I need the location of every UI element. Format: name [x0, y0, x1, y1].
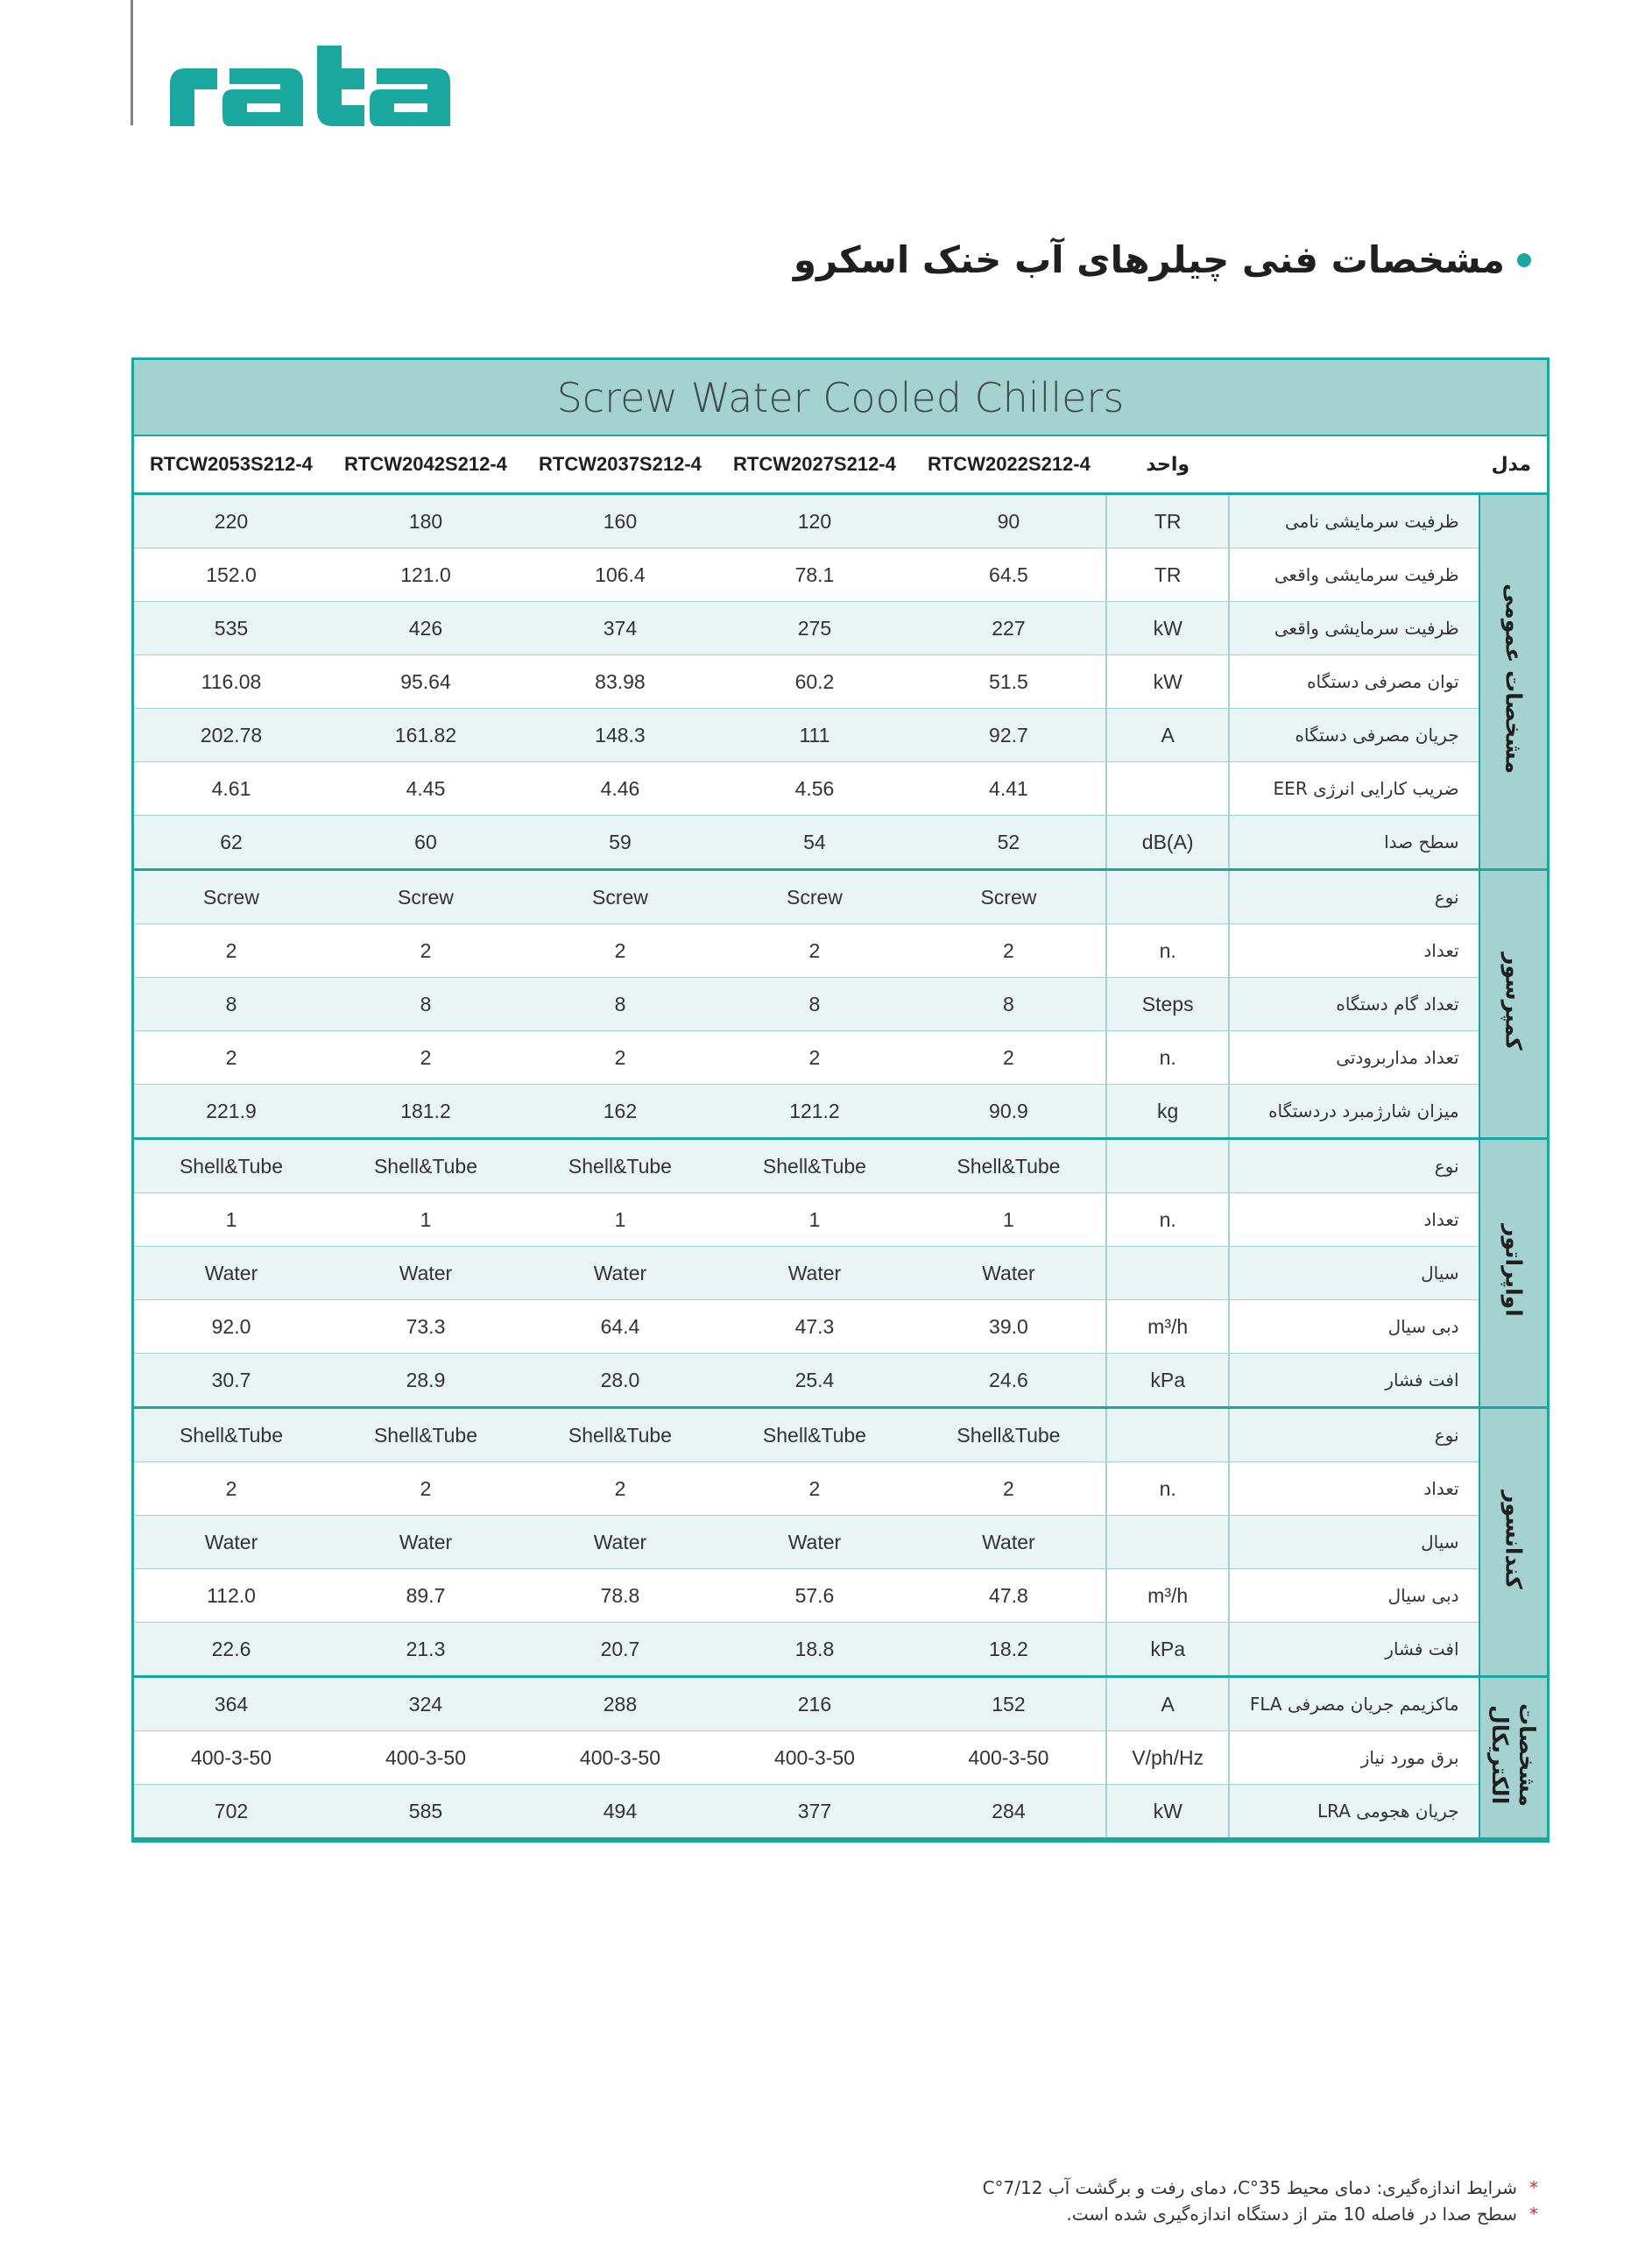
value-cell: 54	[717, 816, 912, 870]
row-label: جریان هجومی LRA	[1229, 1785, 1479, 1839]
table-row	[134, 870, 1547, 924]
row-label: ظرفیت سرمایشی واقعی	[1229, 548, 1479, 602]
value-cell: 4.61	[134, 762, 328, 816]
row-label: جریان مصرفی دستگاه	[1229, 709, 1479, 762]
unit-cell: TR	[1106, 548, 1230, 602]
value-cell: 59	[523, 816, 717, 870]
value-cell: Water	[328, 1247, 523, 1300]
value-cell: Shell&Tube	[912, 1139, 1106, 1193]
value-cell: Shell&Tube	[717, 1408, 912, 1462]
value-cell: 2	[717, 1462, 912, 1516]
value-cell: 90.9	[912, 1085, 1106, 1139]
value-cell: 2	[134, 924, 328, 978]
row-label: تعداد	[1229, 1462, 1479, 1516]
model-header: RTCW2053S212-4	[134, 436, 328, 494]
unit-cell: kW	[1106, 602, 1230, 655]
value-cell: 400-3-50	[912, 1731, 1106, 1785]
value-cell: 221.9	[134, 1085, 328, 1139]
value-cell: Shell&Tube	[523, 1408, 717, 1462]
value-cell: 4.41	[912, 762, 1106, 816]
value-cell: 2	[134, 1031, 328, 1085]
group-label	[1479, 870, 1547, 1139]
value-cell: 400-3-50	[523, 1731, 717, 1785]
unit-header: واحد	[1106, 436, 1230, 494]
table-row	[134, 1408, 1547, 1462]
row-label: ظرفیت سرمایشی واقعی	[1229, 602, 1479, 655]
value-cell: 284	[912, 1785, 1106, 1839]
value-cell: 426	[328, 602, 523, 655]
value-cell: 2	[912, 924, 1106, 978]
unit-cell	[1106, 870, 1230, 924]
value-cell: 2	[717, 1031, 912, 1085]
unit-cell: n.	[1106, 1031, 1230, 1085]
value-cell: Screw	[134, 870, 328, 924]
table-row	[134, 655, 1547, 709]
value-cell: 28.0	[523, 1354, 717, 1408]
value-cell: 400-3-50	[328, 1731, 523, 1785]
value-cell: 47.8	[912, 1569, 1106, 1623]
table-row	[134, 1623, 1547, 1677]
unit-cell	[1106, 1516, 1230, 1569]
value-cell: 1	[328, 1193, 523, 1247]
unit-cell: m³/h	[1106, 1300, 1230, 1354]
value-cell: Water	[134, 1247, 328, 1300]
group-label-text: کندانسور	[1500, 1489, 1527, 1589]
row-label: تعداد	[1229, 1193, 1479, 1247]
row-label: تعداد مداربرودتی	[1229, 1031, 1479, 1085]
table-row	[134, 1516, 1547, 1569]
value-cell: 30.7	[134, 1354, 328, 1408]
value-cell: 64.5	[912, 548, 1106, 602]
value-cell: Water	[523, 1516, 717, 1569]
row-label: دبی سیال	[1229, 1300, 1479, 1354]
group-label	[1479, 1408, 1547, 1677]
value-cell: 18.8	[717, 1623, 912, 1677]
value-cell: 288	[523, 1677, 717, 1731]
value-cell: 2	[523, 924, 717, 978]
value-cell: 120	[717, 494, 912, 548]
bullet-dot-icon	[1517, 253, 1531, 267]
page-title: مشخصات فنی چیلرهای آب خنک اسکرو	[793, 238, 1505, 281]
table-row	[134, 548, 1547, 602]
value-cell: 1	[134, 1193, 328, 1247]
row-label: افت فشار	[1229, 1354, 1479, 1408]
value-cell: 60.2	[717, 655, 912, 709]
value-cell: Screw	[523, 870, 717, 924]
row-label: نوع	[1229, 1408, 1479, 1462]
page-heading	[794, 238, 1531, 281]
value-cell: 181.2	[328, 1085, 523, 1139]
unit-cell: kW	[1106, 655, 1230, 709]
table-banner: Screw Water Cooled Chillers	[134, 360, 1547, 436]
table-row	[134, 762, 1547, 816]
group-label-text: اواپراتور	[1500, 1224, 1527, 1317]
group-label-text: مشخصات الکتریکال	[1486, 1702, 1541, 1808]
footnotes	[983, 2175, 1538, 2227]
value-cell: Water	[523, 1247, 717, 1300]
value-cell: 220	[134, 494, 328, 548]
unit-cell	[1106, 762, 1230, 816]
rata-logo	[166, 46, 526, 133]
value-cell: Shell&Tube	[328, 1139, 523, 1193]
value-cell: Water	[717, 1516, 912, 1569]
asterisk-icon: *	[1529, 2204, 1538, 2225]
value-cell: 78.1	[717, 548, 912, 602]
spec-grid	[134, 436, 1547, 1840]
unit-cell: A	[1106, 1677, 1230, 1731]
value-cell: 1	[912, 1193, 1106, 1247]
footnote: *شرایط اندازه‌گیری: دمای محیط 35°C، دمای رفت و برگشت آب 7/12°C	[982, 2177, 1538, 2198]
value-cell: 494	[523, 1785, 717, 1839]
value-cell: 8	[912, 978, 1106, 1031]
table-row	[134, 1677, 1547, 1731]
value-cell: Water	[912, 1247, 1106, 1300]
row-label: ظرفیت سرمایشی نامی	[1229, 494, 1479, 548]
row-label: دبی سیال	[1229, 1569, 1479, 1623]
value-cell: 112.0	[134, 1569, 328, 1623]
group-label-text: مشخصات عمومی	[1500, 584, 1527, 775]
value-cell: 83.98	[523, 655, 717, 709]
unit-cell	[1106, 1139, 1230, 1193]
table-row	[134, 1462, 1547, 1516]
table-row	[134, 602, 1547, 655]
unit-cell: kPa	[1106, 1354, 1230, 1408]
row-label: ضریب کارایی انرژی EER	[1229, 762, 1479, 816]
value-cell: 24.6	[912, 1354, 1106, 1408]
value-cell: 78.8	[523, 1569, 717, 1623]
value-cell: 8	[134, 978, 328, 1031]
value-cell: Shell&Tube	[912, 1408, 1106, 1462]
value-cell: 90	[912, 494, 1106, 548]
unit-cell: TR	[1106, 494, 1230, 548]
value-cell: 2	[328, 924, 523, 978]
table-row	[134, 1300, 1547, 1354]
value-cell: 4.56	[717, 762, 912, 816]
table-row	[134, 1193, 1547, 1247]
table-row	[134, 978, 1547, 1031]
group-label-text: کمپرسور	[1500, 952, 1527, 1051]
value-cell: 364	[134, 1677, 328, 1731]
row-label: برق مورد نیاز	[1229, 1731, 1479, 1785]
value-cell: 2	[717, 924, 912, 978]
value-cell: 4.45	[328, 762, 523, 816]
table-row	[134, 1247, 1547, 1300]
table-row	[134, 709, 1547, 762]
value-cell: 121.2	[717, 1085, 912, 1139]
value-cell: Screw	[717, 870, 912, 924]
value-cell: 22.6	[134, 1623, 328, 1677]
value-cell: 535	[134, 602, 328, 655]
row-label: نوع	[1229, 870, 1479, 924]
value-cell: 2	[328, 1031, 523, 1085]
value-cell: Shell&Tube	[523, 1139, 717, 1193]
value-cell: 152.0	[134, 548, 328, 602]
value-cell: 8	[328, 978, 523, 1031]
value-cell: 64.4	[523, 1300, 717, 1354]
unit-cell	[1106, 1408, 1230, 1462]
group-label	[1479, 1139, 1547, 1408]
value-cell: 47.3	[717, 1300, 912, 1354]
value-cell: Screw	[328, 870, 523, 924]
row-label: سیال	[1229, 1516, 1479, 1569]
table-row	[134, 816, 1547, 870]
unit-cell	[1106, 1247, 1230, 1300]
value-cell: 148.3	[523, 709, 717, 762]
value-cell: 121.0	[328, 548, 523, 602]
row-label: سطح صدا	[1229, 816, 1479, 870]
value-cell: 8	[717, 978, 912, 1031]
unit-cell: A	[1106, 709, 1230, 762]
value-cell: 89.7	[328, 1569, 523, 1623]
value-cell: 180	[328, 494, 523, 548]
model-header: RTCW2042S212-4	[328, 436, 523, 494]
unit-cell: Steps	[1106, 978, 1230, 1031]
unit-cell: dB(A)	[1106, 816, 1230, 870]
model-header: RTCW2037S212-4	[523, 436, 717, 494]
table-row	[134, 924, 1547, 978]
value-cell: 8	[523, 978, 717, 1031]
table-row	[134, 1031, 1547, 1085]
unit-cell: kg	[1106, 1085, 1230, 1139]
row-label: نوع	[1229, 1139, 1479, 1193]
value-cell: 377	[717, 1785, 912, 1839]
unit-cell: n.	[1106, 924, 1230, 978]
value-cell: 2	[523, 1031, 717, 1085]
value-cell: Shell&Tube	[717, 1139, 912, 1193]
value-cell: Water	[912, 1516, 1106, 1569]
row-label: تعداد گام دستگاه	[1229, 978, 1479, 1031]
value-cell: 21.3	[328, 1623, 523, 1677]
value-cell: 400-3-50	[717, 1731, 912, 1785]
value-cell: 2	[523, 1462, 717, 1516]
value-cell: 275	[717, 602, 912, 655]
unit-cell: n.	[1106, 1193, 1230, 1247]
row-label: افت فشار	[1229, 1623, 1479, 1677]
group-label	[1479, 1677, 1547, 1839]
unit-cell: kPa	[1106, 1623, 1230, 1677]
value-cell: 162	[523, 1085, 717, 1139]
value-cell: 111	[717, 709, 912, 762]
value-cell: 20.7	[523, 1623, 717, 1677]
header-spacer	[1229, 436, 1479, 494]
value-cell: 374	[523, 602, 717, 655]
value-cell: 73.3	[328, 1300, 523, 1354]
value-cell: 216	[717, 1677, 912, 1731]
unit-cell: kW	[1106, 1785, 1230, 1839]
value-cell: 227	[912, 602, 1106, 655]
unit-cell: m³/h	[1106, 1569, 1230, 1623]
row-label: توان مصرفی دستگاه	[1229, 655, 1479, 709]
row-label: ماکزیمم جریان مصرفی FLA	[1229, 1677, 1479, 1731]
table-row	[134, 1569, 1547, 1623]
value-cell: 92.7	[912, 709, 1106, 762]
unit-cell: n.	[1106, 1462, 1230, 1516]
row-label: میزان شارژمبرد دردستگاه	[1229, 1085, 1479, 1139]
value-cell: 152	[912, 1677, 1106, 1731]
model-label-header: مدل	[1479, 436, 1547, 494]
value-cell: Water	[717, 1247, 912, 1300]
table-row	[134, 1139, 1547, 1193]
value-cell: 585	[328, 1785, 523, 1839]
value-cell: Water	[134, 1516, 328, 1569]
value-cell: 202.78	[134, 709, 328, 762]
value-cell: 1	[717, 1193, 912, 1247]
value-cell: 106.4	[523, 548, 717, 602]
value-cell: 4.46	[523, 762, 717, 816]
value-cell: 160	[523, 494, 717, 548]
value-cell: 324	[328, 1677, 523, 1731]
value-cell: Shell&Tube	[134, 1139, 328, 1193]
value-cell: 28.9	[328, 1354, 523, 1408]
value-cell: 2	[912, 1462, 1106, 1516]
value-cell: 2	[134, 1462, 328, 1516]
value-cell: 92.0	[134, 1300, 328, 1354]
value-cell: Screw	[912, 870, 1106, 924]
vertical-rule	[131, 0, 133, 125]
asterisk-icon: *	[1529, 2177, 1538, 2198]
value-cell: 116.08	[134, 655, 328, 709]
footnote: *سطح صدا در فاصله 10 متر از دستگاه اندازه‌گیری شده است.	[1066, 2204, 1538, 2225]
value-cell: 702	[134, 1785, 328, 1839]
value-cell: 2	[912, 1031, 1106, 1085]
table-row	[134, 1085, 1547, 1139]
table-row	[134, 1785, 1547, 1839]
value-cell: 60	[328, 816, 523, 870]
row-label: تعداد	[1229, 924, 1479, 978]
value-cell: 1	[523, 1193, 717, 1247]
table-row	[134, 1354, 1547, 1408]
value-cell: 400-3-50	[134, 1731, 328, 1785]
value-cell: 62	[134, 816, 328, 870]
value-cell: 18.2	[912, 1623, 1106, 1677]
value-cell: 25.4	[717, 1354, 912, 1408]
model-header: RTCW2027S212-4	[717, 436, 912, 494]
value-cell: 39.0	[912, 1300, 1106, 1354]
table-row	[134, 494, 1547, 548]
value-cell: Shell&Tube	[134, 1408, 328, 1462]
value-cell: Shell&Tube	[328, 1408, 523, 1462]
row-label: سیال	[1229, 1247, 1479, 1300]
value-cell: 95.64	[328, 655, 523, 709]
model-header: RTCW2022S212-4	[912, 436, 1106, 494]
value-cell: 51.5	[912, 655, 1106, 709]
spec-table	[131, 357, 1550, 1843]
unit-cell: V/ph/Hz	[1106, 1731, 1230, 1785]
value-cell: 2	[328, 1462, 523, 1516]
value-cell: 52	[912, 816, 1106, 870]
header-row	[134, 436, 1547, 494]
value-cell: Water	[328, 1516, 523, 1569]
value-cell: 57.6	[717, 1569, 912, 1623]
table-row	[134, 1731, 1547, 1785]
value-cell: 161.82	[328, 709, 523, 762]
group-label	[1479, 494, 1547, 870]
